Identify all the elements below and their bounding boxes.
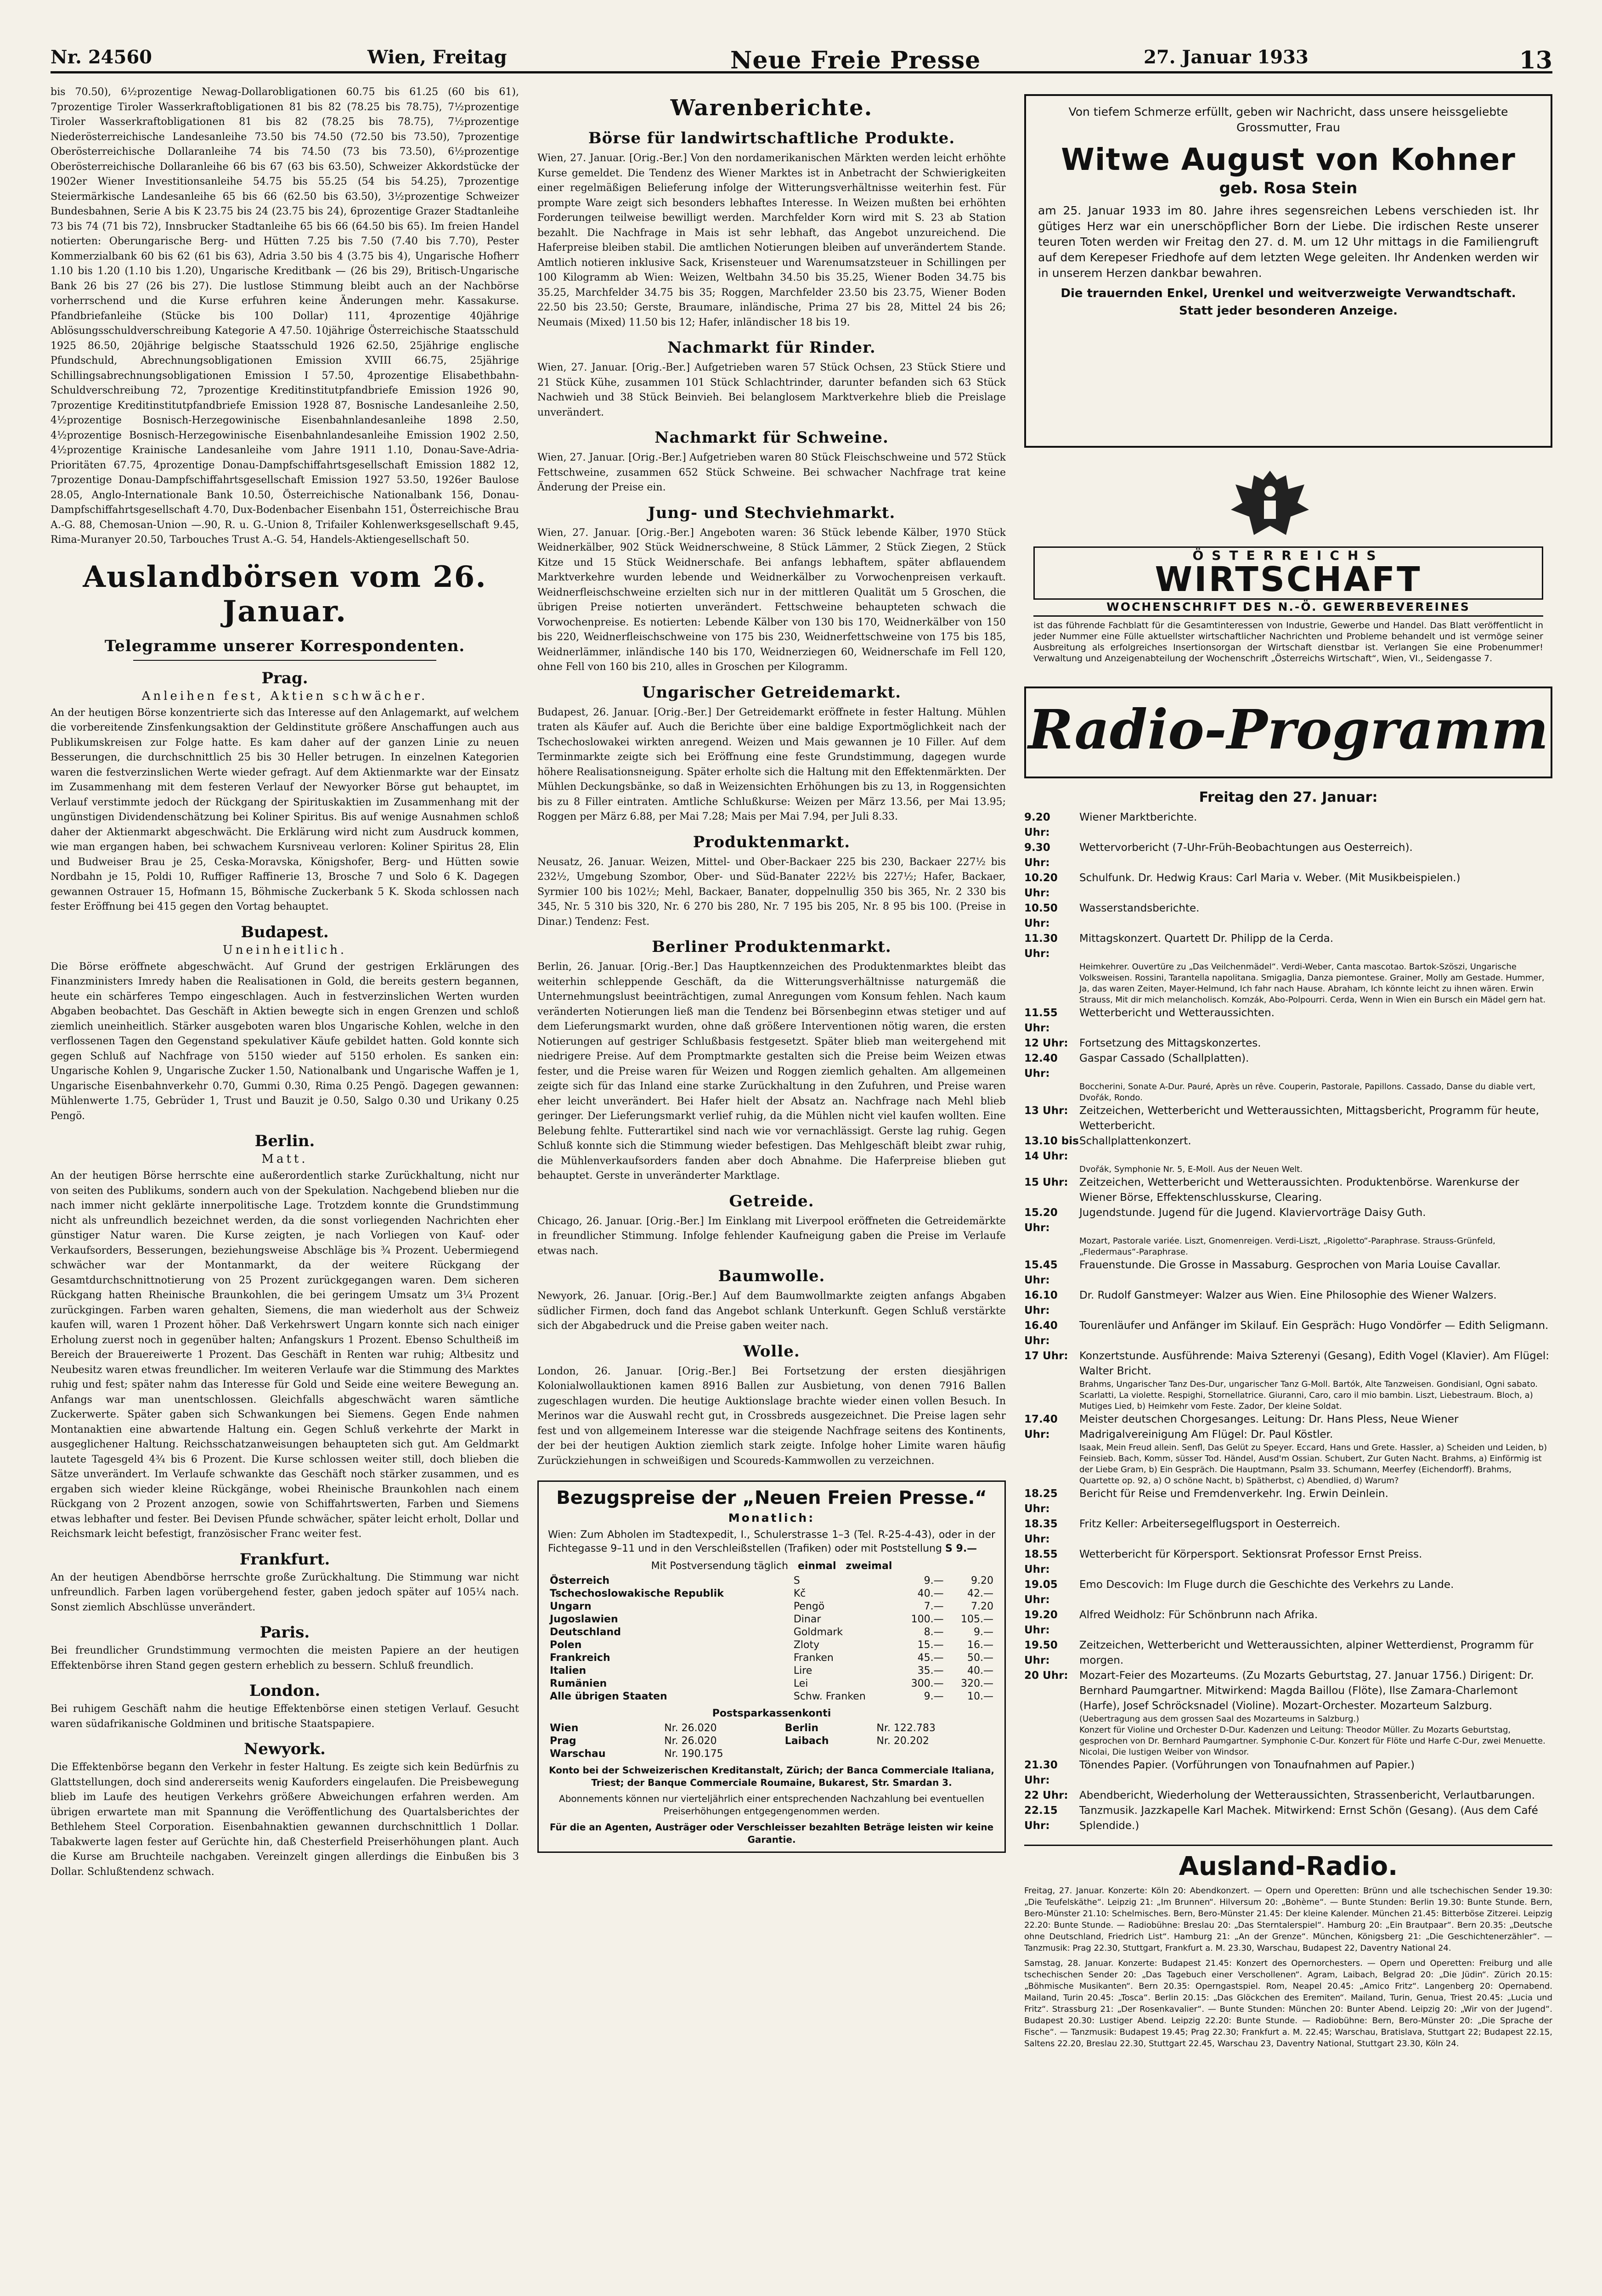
garantie-note: Für die an Agenten, Austräger oder Verschleisser bezahlten Beträge leisten wir keine Garantie. [549,1822,994,1845]
radio-note: Mozart, Pastorale variée. Liszt, Gnomenreigen. Verdi-Liszt, „Rigoletto“-Paraphrase. Strauss-Grünfeld, „Fledermaus“-Paraphrase. [1079,1236,1495,1257]
radio-time: 11.55 Uhr: [1024,1007,1058,1034]
text-paris: Bei freundlicher Grundstimmung vermochten die meisten Papiere an der heutigen Effektenbörse ihren Stand gegen gestern erheblich zu bessern. Schluß freundlich. [51,1645,519,1671]
price-cur: Zloty [793,1639,820,1651]
heading-warenberichte: Warenberichte. [670,95,873,121]
heading-auslandboersen: Auslandbörsen vom 26. Januar. [83,559,487,629]
radio-desc: Fritz Keller: Arbeitersegelflugsport in Oesterreich. [1079,1518,1341,1530]
ausland-radio-friday: Freitag, 27. Januar. Konzerte: Köln 20: Abendkonzert. — Opern und Operetten: Brünn und alle tschechischen Sender 19.30: „Die Teufelskäthe“. Leipzig 21: „Im Brunnen“. Hilversum 20: „Bohème“. — Bunte Stunden: Berlin 19.30: Bunte Stunde. Bern, Bero-Münster 21.10: Schelmisches. Bern, Bero-Münster 21.45: Der kleine Kalender. München 21.45: Bitterböse Zitzerei. Leipzig 22.20: Bunte Stunde. — Radiobühne: Breslau 20: „Das Sterntalerspiel“. Hamburg 20: „Ein Brautpaar“. Bern 20.35: „Deutsche ohne Deutschland, Friedrich List“. Hamburg 21: „An der Grenze“. München, Königsberg 21: „Die Geschichtenerzähler“. — Tanzmusik: Prag 22.30, Stuttgart, Frankfurt a. M. 23.30, Warschau, Budapest 22, Daventry National 24. [1024,1886,1552,1953]
postspar-city2: Laibach [784,1735,829,1747]
obit-born: geb. Rosa Stein [1219,179,1358,197]
radio-time: 13.10 bis 14 Uhr: [1024,1135,1079,1162]
radio-item [1024,1205,1552,1236]
radio-desc: Wettervorbericht (7-Uhr-Früh-Beobachtungen aus Oesterreich). [1079,842,1413,854]
wirtschaft-advert [1024,466,1552,664]
heading-prag: Prag. [261,669,308,687]
postspar-header: Postsparkassenkonti [712,1708,831,1719]
radio-desc: Zeitzeichen, Wetterbericht und Wetteraussichten, Mittagsbericht, Programm für heute, Wetterbericht. [1079,1105,1540,1132]
col-einmal: einmal [798,1560,836,1572]
obit-name: Witwe August von Kohner [1061,142,1516,177]
radio-programm-banner [1024,687,1552,778]
radio-note: Brahms, Ungarischer Tanz Des-Dur, ungarischer Tanz G-Moll. Bartók, Alte Tanzweisen. Gondisianl, Ogni sabato. Scarlatti, La violette. Respighi, Stornellatrice. Giuranni, Caro, caro il mio bambin. Liszt, Liebestraum. Bloch, a) Mutiges Lied, b) Heimkehr vom Feste. Zador, Der kleine Soldat. [1079,1379,1538,1411]
heading-wolle: Wolle. [743,1342,800,1361]
col-zweimal: zweimal [846,1560,892,1572]
radio-item [1024,1288,1552,1318]
radio-time: 19.50 Uhr: [1024,1639,1058,1666]
postspar-table [548,1722,995,1761]
radio-item [1024,1608,1552,1638]
radio-item [1024,1577,1552,1608]
obit-family: Die trauernden Enkel, Urenkel und weitverzweigte Verwandtschaft. [1060,287,1516,300]
price-cur: Kč [793,1588,806,1599]
wirtschaft-desc: ist das führende Fachblatt für die Gesamtinteressen von Industrie, Gewerbe und Handel. Das Blatt veröffentlicht in jeder Nummer eine Fülle aktuellster wirtschaftlicher Nachrichten und Probleme behandelt und ist vermöge seiner Ausbreitung als erfolgreiches Insertionsorgan der Wirtschaft dienstbar ist. Verlangen Sie eine Probenummer! Verwaltung und Anzeigenabteilung der Wochenschrift „Österreichs Wirtschaft“, Wien, VI., Seidengasse 7. [1033,620,1543,664]
subscription-prices-box [537,1480,1006,1853]
city-weekday: Wien, Freitag [367,46,507,68]
radio-time: 16.40 Uhr: [1024,1320,1058,1347]
radio-desc: Tönendes Papier. (Vorführungen von Tonaufnahmen auf Papier.) [1079,1759,1415,1771]
radio-desc: Abendbericht, Wiederholung der Wetteraussichten, Strassenbericht, Verlautbarungen. [1079,1790,1535,1801]
heading-schweine: Nachmarkt für Schweine. [654,428,889,447]
radio-item [1024,1547,1552,1577]
wirtschaft-banner [1033,546,1543,600]
text-prag: An der heutigen Börse konzentrierte sich das Interesse auf den Anlagemarkt, auf welchem die vorbereitende Zinsfenkungsaktion der Geldinstitute größere Anschaffungen auch aus Publikumskreisen zur Folge hatte. Es kam daher auf der ganzen Linie zu neuen Besserungen, die durchschnittlich 25 bis 30 Heller betrugen. In einzelnen Kategorien waren die festverzinslichen Werte wieder gefragt. Auf dem Aktienmarkte war der Einsatz im Zusammenhang mit dem festeren Verlauf der Newyorker Börse gut behauptet, im Verlauf verstimmte jedoch der Rückgang der Spirituskaktien im Zusammenhang mit der ungünstigen Dividendenschätzung bei Koliner Spiritus. Bis auf wenige Ausnahmen schloß daher der Aktienmarkt abgeschwächt. Die Erklärung wird nicht zum Ausdruck kommen, wie man ergangen haben, bei schwachem Kursniveau verloren: Koliner Spiritus 28, Elin und Budweiser Brau je 25, Ceska-Moravska, Königshofer, Berg- und Hütten sowie Nordbahn je 15, Poldi 10, Ruffiger Raffinerie 13, Brosche 7 und Solo 6 K. Dagegen gewannen Ostrauer 15, Hofmann 15, Böhmische Zuckerbank 5 K. Skoda schlossen nach fester Eröffnung bei 415 gegen den Vortag behauptet. [51,707,519,912]
radio-item [1024,1051,1552,1081]
heading-berlin: Berlin. [254,1132,315,1150]
postspar-city: Prag [550,1735,576,1747]
radio-desc: Wiener Marktberichte. [1079,811,1197,823]
newspaper-title: Neue Freie Presse [730,46,981,74]
price-a: 9.— [924,1575,944,1587]
column-boerse [51,85,519,2296]
price-b: 50.— [967,1652,993,1664]
price-cur: Dinar [793,1614,821,1625]
heading-produktenmarkt: Produktenmarkt. [693,833,851,851]
price-b: 42.— [967,1588,993,1599]
postspar-row [548,1748,995,1761]
radio-time: 13 Uhr: [1024,1105,1068,1117]
radio-desc: Frauenstunde. Die Grosse in Massaburg. Gesprochen von Maria Louise Cavallar. [1079,1259,1501,1271]
price-a: 7.— [924,1601,944,1612]
price-row [548,1677,995,1690]
heading-berliner-produktenmarkt: Berliner Produktenmarkt. [652,938,891,956]
price-cur: Lire [793,1665,812,1677]
radio-item [1024,1668,1552,1714]
radio-item [1024,1803,1552,1834]
price-row [548,1613,995,1626]
radio-desc: Mittagskonzert. Quartett Dr. Philipp de la Cerda. [1079,933,1334,945]
radio-item [1024,871,1552,901]
radio-time: 18.55 Uhr: [1024,1548,1058,1576]
price-a: 8.— [924,1626,944,1638]
issue-number: Nr. 24560 [51,46,152,68]
radio-item [1024,1412,1552,1442]
radio-desc: Tourenläufer und Anfänger im Skilauf. Ein Gespräch: Hugo Vondörfer — Edith Seligmann. [1079,1320,1549,1332]
radio-time: 15.20 Uhr: [1024,1207,1058,1234]
price-row [548,1690,995,1703]
obituary-notice [1024,94,1552,448]
postspar-row [548,1722,995,1735]
price-country: Rumänien [550,1678,607,1689]
radio-time: 17 Uhr: [1024,1350,1068,1362]
radio-item [1024,1036,1552,1051]
price-country: Tschechoslowakische Republik [550,1588,724,1599]
heading-newyork: Newyork. [244,1740,326,1758]
price-a: 9.— [924,1691,944,1702]
radio-time: 19.20 Uhr: [1024,1609,1058,1636]
text-wolle: London, 26. Januar. [Orig.-Ber.] Bei Fortsetzung der ersten diesjährigen Kolonialwollauktionen kamen 8916 Ballen zur Ausbietung, von denen 7916 Ballen zugeschlagen wurden. Die heutige Auktionslage brachte wieder einen vollen Besuch. In Merinos war die Auswahl recht gut, in Crossbreds ausgezeichnet. Die Preise lagen sehr fest und von allgemeinem Interesse war die steigende Nachfrage seitens des Kontinents, der bei der heutigen Auktion ziemlich stark zeigte. Infolge hoher Limite waren häufig Zurückziehungen in schweißigen und Scoureds-Kammwollen zu verzeichnen. [537,1365,1006,1467]
subheading-berlin: Matt. [261,1152,308,1166]
radio-item [1024,1318,1552,1349]
heading-london: London. [249,1682,321,1700]
postspar-city: Wien [550,1722,579,1734]
kurse-intro: bis 70.50), 6½prozentige Newag-Dollarobligationen 60.75 bis 61.25 (60 bis 61), 7prozentige Tiroler Wasserkraftobligationen 81 bis 82 (78.25 bis 78.75), 7½prozentige Tiroler Wasserkraftobligationen 81 bis 82 (78.25 bis 78.75), 7½prozentige Niederösterreichische Landesanleihe 73.50 bis 74.50 (72.50 bis 73.50), 7prozentige Oberösterreichische Dollaranleihe 74 bis 74.50 (73 bis 73.50), 6½prozentige Oberösterreichische Dollaranleihe 66 bis 67 (63 bis 63.50), Schweizer Akkordstücke der 1902er Wiener Investitionsanleihe 54.75 bis 55.25 (54 bis 54.25), 7prozentige Steiermärkische Landesanleihe 65 bis 66 (62.50 bis 63.50), 3½prozentige Schweizer Bundesbahnen, Serie A bis K 23.75 bis 24 (23.75 bis 24), 6prozentige Grazer Stadtanleihe 73 bis 74 (71 bis 72), Innsbrucker Stadtanleihe 65 bis 66 (64.50 bis 65). Im freien Handel notierten: Oberungarische Berg- und Hütten 7.25 bis 7.50 (7.40 bis 7.70), Pester Kommerzialbank 60 bis 62 (61 bis 63), Adria 3.50 bis 4 (3.75 bis 4), Ungarische Hofherr 1.10 bis 1.20 (1.10 bis 1.20), Ungarische Kreditbank — (26 bis 29), Britisch-Ungarische Bank 26 bis 27 (26 bis 27). Die lustlose Stimmung bleibt auch an der Nachbörse vorherrschend und die Kurse erfuhren keine Änderungen mehr. Kassakurse. Pfandbriefanleihe (Stücke bis 100 Dollar) 111, 4prozentige 40jährige Ablösungsschuldverschreibung Kategorie A 47.50. 10jährige Österreichische Staatsschuld 1925 86.50, 20jährige belgische Staatsschuld 1926 62.50, 25jährige englische Pfundschuld, Abrechnungsobligationen Emission XVIII 66.75, 25jährige Schillingsabrechnungsobligationen Emission I 57.50, 4prozentige Elisabethbahn-Schuldverschreibung 72, 7prozentige Kreditinstitutpfandbriefe Emission 1926 90, 7prozentige Kreditinstitutpfandbriefe Emission 1928 87, Bosnische Landesanleihe 2.50, 4½prozentige Bosnisch-Herzegowinische Eisenbahnlandesanleihe 1898 2.50, 4½prozentige Bosnisch-Herzegowinische Eisenbahnlandesanleihe Emission 1902 2.50, 4½prozentige Krainische Landesanleihe vom Jahre 1911 1.10, Donau-Save-Adria-Prioritäten 67.75, 4prozentige Donau-Dampfschiffahrtsgesellschaft Emission 1882 12, 7prozentige Donau-Dampfschiffahrtsgesellschaft Emission 1927 53.50, 1926er Baulose 28.05, Anglo-Internationale Bank 10.50, Österreichische Nationalbank 156, Donau-Dampfschiffahrtsgesellschaft 4.70, Dux-Bodenbacher Eisenbahn 151, Österreichische Brau A.-G. 88, Chemosan-Union —.90, R. u. G.-Union 8, Trifailer Kohlenwerksgesellschaft 9.45, Rima-Muranyer 20.50, Tarbouches Trust A.-G. 54, Handels-Aktiengesellschaft 50. [51,86,519,546]
price-a: 35.— [917,1665,944,1677]
ausland-radio-saturday: Samstag, 28. Januar. Konzerte: Budapest 21.45: Konzert des Opernorchesters. — Opern und Operetten: Freiburg und alle tschechischen Sender 20: „Das Tagebuch einer Verschollenen“. Agram, Laibach, Belgrad 20: „Die Jüdin“. Zürich 20.15: „Böhmische Musikanten“. Bern 20.35: Operngastspiel. Rom, Neapel 20.45: „Amico Fritz“. Langenberg 20: Opernabend. Mailand, Turin 20.45: „Tosca“. Berlin 20.15: „Das Glöckchen des Eremiten“. Mailand, Turin, Genua, Triest 20.45: „Lucia und Fritz“. Strassburg 21: „Der Rosenkavalier“. — Bunte Stunden: München 20: Bunter Abend. Leipzig 20: „Wir von der Jugend“. Budapest 20.30: Lustiger Abend. Leipzig 22.20: Bunte Stunde. — Radiobühne: Bern, Bero-Münster 20: „Die Sprache der Fische“. — Tanzmusik: Budapest 19.45; Prag 22.30; Frankfurt a. M. 22.45; Warschau, Bratislava, Stuttgart 22; Budapest 22.15, Saltens 22.20, Breslau 22.30, Stuttgart 22.45, Warschau 23, Daventry National, Stuttgart 23.30, Köln 24. [1024,1958,1552,2048]
radio-time: 12.40 Uhr: [1024,1052,1058,1080]
postspar-nr2: Nr. 122.783 [876,1722,936,1734]
text-newyork: Die Effektenbörse begann den Verkehr in fester Haltung. Es zeigte sich kein Bedürfnis zu Glattstellungen, doch sind andererseits wenig Kauforders eingelaufen. Die Preisbewegung blieb im Laufe des heutigen Verkehrs größere Abweichungen erfahren werden. Am übrigen erwartete man mit Spannung die Veröffentlichung des Quartalsberichtes der Bethlehem Steel Corporation. Eisenbahnaktien gewannen durchschnittlich 1 Dollar. Tabakwerte lagen fester auf Gerüchte hin, daß Chesterfield Preiserhöhungen plant. Auch die Kurse am Bruchteile nachgaben. Vereinzelt gingen allerdings die Einbußen bis 3 Dollar. Schlußtendenz schwach. [51,1761,519,1878]
radio-note: Isaak, Mein Freud allein. Senfl, Das Gelüt zu Speyer. Eccard, Hans und Grete. Hassler, a) Scheiden und Leiden, b) Feinsieb. Bach, Komm, süsser Tod. Händel, Ausd'm Ossian. Schubert, Zur Guten Nacht. Brahms, a) Einförmig ist der Liebe Gram, b) Ein Gespräch. Die Hauptmann, Psalm 33. Schumann, Meerfey (Eichendorff). Brahms, Quartette op. 92, a) O schöne Nacht, b) Spätherbst, c) Abendlied, d) Warum? [1079,1443,1547,1486]
radio-item [1024,810,1552,840]
masthead [51,44,1552,73]
obit-notice: Statt jeder besonderen Anzeige. [1179,304,1398,318]
radio-time: 22 Uhr: [1024,1790,1068,1801]
price-a: 300.— [911,1678,944,1689]
price-b: 40.— [967,1665,993,1677]
radio-time: 10.20 Uhr: [1024,872,1058,899]
ausland-radio-title: Ausland-Radio. [1024,1845,1552,1881]
price-row [548,1639,995,1652]
radio-desc: Dr. Rudolf Ganstmeyer: Walzer aus Wien. Eine Philosophie des Wiener Walzers. [1079,1289,1497,1301]
radio-item [1024,1486,1552,1517]
text-frankfurt: An der heutigen Abendbörse herrschte große Zurückhaltung. Die Stimmung war nicht unfreundlich. Farben lagen vorübergehend fester, gaben jedoch später auf 105¼ nach. Sonst ziemlich Abschlüsse unverändert. [51,1571,519,1613]
radio-item [1024,1638,1552,1668]
price-row [548,1575,995,1587]
radio-desc: Wetterbericht und Wetteraussichten. [1079,1007,1275,1019]
subscription-title: Bezugspreise der „Neuen Freien Presse.“ [556,1487,987,1508]
heading-telegramme: Telegramme unserer Korrespondenten. [104,636,465,655]
postspar-city2: Berlin [784,1722,819,1734]
column-warenberichte [537,85,1006,2296]
price-cur: Schw. Franken [793,1691,866,1702]
heading-baumwolle: Baumwolle. [718,1267,825,1285]
wirtschaft-sub: WOCHENSCHRIFT DES N.-Ö. GEWERBEVEREINES [1033,600,1543,617]
heading-ungarischer-getreidemarkt: Ungarischer Getreidemarkt. [642,683,902,702]
text-london: Bei ruhigem Geschäft nahm die heutige Effektenbörse einen stetigen Verlauf. Gesucht waren südafrikanische Goldminen und britische Staatspapiere. [51,1703,519,1730]
radio-note: Heimkehrer. Ouvertüre zu „Das Veilchenmädel“. Verdi-Weber, Canta mascotao. Bartok-Szöszi, Ungarische Volksweisen. Rossini, Tarantella napolitana. Smigaglia, Danza piemontese. Grainer, Molly am Gestade. Hummer, Ja, das waren Zeiten, Mayer-Helmund, Ich fahr nach Hause. Abraham, Ich könnte leicht zu ihnen wären. Erwin Strauss, Mit dir mich melancholisch. Komzák, Abo-Polpourri. Cerda, Wenn in Wien ein Bursch ein Mädel gern hat. [1079,962,1546,1005]
price-country: Polen [550,1639,582,1651]
radio-item [1024,1134,1552,1164]
radio-desc: Schallplattenkonzert. [1079,1135,1191,1147]
radio-time: 18.25 Uhr: [1024,1488,1058,1515]
price-row [548,1652,995,1665]
radio-item [1024,901,1552,931]
postspar-nr: Nr. 190.175 [664,1748,723,1760]
subheading-prag: Anleihen fest, Aktien schwächer. [141,689,428,703]
price-country: Frankreich [550,1652,610,1664]
postspar-nr: Nr. 26.020 [664,1735,717,1747]
radio-time: 20 Uhr: [1024,1670,1068,1682]
radio-time: 16.10 Uhr: [1024,1289,1058,1317]
text-berlin: An der heutigen Börse herrschte eine außerordentlich starke Zurückhaltung, nicht nur von seiten des Publikums, sondern auch von der Spekulation. Nachgebend blieben nur die nach immer nicht geklärte innerpolitische Lage. Trotzdem konnte die Grundstimmung nicht als unfreundlich bezeichnet werden, da die sonst vorliegenden Nachrichten eher günstiger Natur waren. Die Kurse zeigten, je nach Vorliegen von Kauf- oder Verkaufsorders, Besserungen, beziehungsweise Abschläge bis ¾ Prozent. Uebermiegend schwächer war der Montanmarkt, da der weitere Rückgang der Gesamtdurchschnittnotierung von 25 Prozent zurückgegangen waren. Dem sicheren Rückgang hatten Rheinische Braunkohlen, die bei geringem Umsatz um 3¼ Prozent zurückgingen. Farben waren gehalten, Siemens, die man wiederholt aus der Schweiz kaufen will, waren 1 Prozent höher. Daß Verkehrswert Ungarn konnte sich nach einiger Erholung zuerst noch in gegenüber halten; Anfangskurs 1 Prozent. Ebenso Schultheiß im Bereich der Brauereiwerte 1 Prozent. Das Geschäft in Renten war ruhig; Altbesitz und Neubesitz waren etwas freundlicher. Im weiteren Verlaufe war die Stimmung des Marktes ruhig und fest; später nahm das Interesse für Gold und Seide eine weitere Bewegung an. Anfangs war man unentschlossen. Gleichfalls abgeschwächt waren sämtliche Zuckerwerte. Später gaben sich Schwankungen bei Siemens. Gegen Ende nahmen Montanaktien eine abwartende Haltung ein. Gegen Schluß verkehrte der Markt in ausgeglichener Haltung. Reichsschatzanweisungen behaupteten sich gut. Am Geldmarkt lautete Tagesgeld 4¾ bis 6 Prozent. Die Kurse schlossen weiter still, doch blieben die Sätze unverändert. Im Verlaufe schwankte das Geschäft noch stärker zusammen, und es ergaben sich wieder kleine Rückgänge, wobei Rheinische Braunkohlen nach einem Rückgang von 2 Prozent anzogen, sowie von Schiffahrtswerten, Farben und Siemens etwas lebhafter und fester. Bei Devisen Pfunde schwächer, später leicht erholt, Dollar und Reichsmark leicht befestigt, französischer Franc weiter fest. [51,1170,519,1540]
radio-note: Konzert für Violine und Orchester D-Dur. Kadenzen und Leitung: Theodor Müller. Zu Mozarts Geburtstag, gesprochen von Dr. Bernhard Paumgartner. Symphonie C-Dur. Konzert für Flöte und Harfe C-Dur, zwei Menuette. Nicolai, Die lustigen Weiber von Windsor. [1079,1725,1546,1757]
postspar-nr2 [874,1748,995,1761]
subscription-monthly: Monatlich: [728,1511,815,1525]
text-jung-stechvieh: Wien, 27. Januar. [Orig.-Ber.] Angeboten waren: 36 Stück lebende Kälber, 1970 Stück Weidnerkälber, 902 Stück Weidnerschweine, 8 Stück Lämmer, 2 Stück Ziegen, 2 Stück Kitze und 15 Stück Weidnerschafe. Bei anfangs lebhaftem, später abflauendem Marktverkehre wurden lebende und Weidnerkälber zu Vorwochenpreisen verkauft. Weidnerfleischschweine erzielten sich nur in der mittleren Qualität um 5 Groschen, die übrigen Preise notierten unverändert. Fettschweine behaupteten schwach die Vorwochenpreise. Es notierten: Lebende Kälber von 130 bis 170, Weidnerkälber von 150 bis 220, Weidnerfleischschweine von 175 bis 230, Weidnerfettschweine von 175 bis 185, Weidnerlämmer, inländische 140 bis 170, Weidnerziegen 60, Weidnerschafe im Fell 120, ohne Fell von 160 bis 210, alles in Groschen per Kilogramm. [537,527,1006,673]
price-cur: Goldmark [793,1626,843,1638]
price-a: 15.— [917,1639,944,1651]
column-anzeigen-radio [1024,85,1552,2296]
text-rinder: Wien, 27. Januar. [Orig.-Ber.] Aufgetrieben waren 57 Stück Ochsen, 23 Stück Stiere und 21 Stück Kühe, zusammen 101 Stück Schlachtrinder, darunter befanden sich 63 Stück Nachwieh und 38 Stück Beinvieh. Bei belanglosem Marktverkehre blieb die Preislage unverändert. [537,362,1006,418]
price-country: Italien [550,1665,587,1677]
price-a: 40.— [917,1588,944,1599]
radio-desc: Alfred Weidholz: Für Schönbrunn nach Afrika. [1079,1609,1318,1621]
divider [133,660,436,661]
price-country: Ungarn [550,1601,592,1612]
obit-lead: Von tiefem Schmerze erfüllt, geben wir Nachricht, dass unsere heissgeliebte Grossmutter, Frau [1068,105,1508,134]
price-country: Deutschland [550,1626,621,1638]
heading-paris: Paris. [259,1623,310,1642]
radio-item [1024,1175,1552,1205]
price-b: 16.— [967,1639,993,1651]
page-number: 13 [1519,46,1552,74]
radio-note: (Uebertragung aus dem grossen Saal des Mozarteums in Salzburg.) [1079,1714,1359,1724]
radio-item [1024,931,1552,962]
abroad-header-label: Mit Postversendung täglich [651,1560,789,1572]
radio-desc: Gaspar Cassado (Schallplatten). [1079,1052,1249,1064]
price-b: 320.— [961,1678,993,1689]
radio-desc: Schulfunk. Dr. Hedwig Kraus: Carl Maria v. Weber. (Mit Musikbeispielen.) [1079,872,1461,884]
price-country: Österreich [550,1575,610,1587]
radio-note: Dvořák, Symphonie Nr. 5, E-Moll. Aus der Neuen Welt. [1079,1165,1303,1174]
radio-desc: Emo Descovich: Im Fluge durch die Geschichte des Verkehrs zu Lande. [1079,1579,1454,1591]
radio-time: 9.30 Uhr: [1024,842,1050,869]
heading-rinder: Nachmarkt für Rinder. [667,338,876,357]
heading-jung-stechvieh: Jung- und Stechviehmarkt. [648,503,896,522]
price-cur: Lei [793,1678,808,1689]
abroad-header [548,1560,995,1572]
text-ungarischer-getreidemarkt: Budapest, 26. Januar. [Orig.-Ber.] Der Getreidemarkt eröffnete in fester Haltung. Mühlen traten als Käufer auf. Auch die Berichte über eine baldige Exportmöglichkeit nach der Tschechoslowakei wirkten anregend. Weizen und Mais gewannen je 10 Filler. Auf dem Terminmarkte zeigte sich bei Eröffnung eine feste Grundstimmung, dagegen wurde höhere Realisationsneigung. Später erholte sich die Haltung mit den Effektenmärkten. Der Mühlen Deckungsbänke, so daß in Weizensichten Erhöhungen bis zu 13, in Roggensichten bis zu 8 Filler eintraten. Amtliche Schlußkurse: Weizen per März 13.56, per Mai 13.95; Roggen per März 6.88, per Mai 7.28; Mais per Mai 7.94, per Juli 8.33. [537,706,1006,822]
radio-time: 17.40 Uhr: [1024,1413,1058,1441]
price-a: 45.— [917,1652,944,1664]
radio-item [1024,1258,1552,1288]
radio-item [1024,1788,1552,1803]
text-budapest: Die Börse eröffnete abgeschwächt. Auf Grund der gestrigen Erklärungen des Finanzministers Imredy haben die Realisationen in Gold, die bereits gestern begannen, heute ein schärferes Tempo eingeschlagen. Auch in festverzinslichen Werten wurden Abgaben beobachtet. Das Geschäft in Aktien bewegte sich in engen Grenzen und schloß ziemlich uneinheitlich. Stärker ausgeboten waren blos Ungarische Kohlen, welche in den verflossenen Tagen den Gegenstand spekulativer Käufe gebildet hatten. Gold konnte sich gegen Schluß auf Nachfrage von 5150 wieder auf 5150 erholen. Es sanken ein: Ungarische Kohlen 9, Ungarische Zucker 1.50, Nationalbank und Ungarische Waffen je 1, Ungarische Eisenbahnverkehr 0.70, Gummi 0.30, Rima 0.25 Pengö. Dagegen gewannen: Mühlenwerte 1.75, Gebrüder 1, Trust und Bauzit je 0.50, Salgo 0.30 und Urikany 0.25 Pengö. [51,961,519,1122]
radio-time: 22.15 Uhr: [1024,1805,1058,1832]
radio-date: Freitag den 27. Januar: [1199,789,1378,805]
postspar-row [548,1735,995,1748]
radio-desc: Wasserstandsberichte. [1079,902,1200,914]
price-a: 100.— [911,1614,944,1625]
postspar-city2 [783,1748,875,1761]
postspar-nr2: Nr. 20.202 [876,1735,929,1747]
price-cur: Pengö [793,1601,825,1612]
radio-item [1024,1103,1552,1134]
radio-desc: Wetterbericht für Körpersport. Sektionsrat Professor Ernst Preiss. [1079,1548,1422,1560]
eagle-emblem-icon [1226,466,1314,544]
radio-desc: Fortsetzung des Mittagskonzertes. [1079,1037,1261,1049]
radio-desc: Zeitzeichen, Wetterbericht und Wetteraussichten, alpiner Wetterdienst, Programm für morgen. [1079,1639,1534,1666]
heading-boerse-produkte: Börse für landwirtschaftliche Produkte. [588,129,955,147]
radio-item [1024,1758,1552,1788]
text-boerse-produkte: Wien, 27. Januar. [Orig.-Ber.] Von den nordamerikanischen Märkten werden leicht erhöhte Kurse gemeldet. Die Tendenz des Wiener Marktes ist in Anbetracht der Schwierigkeiten einer regelmäßigen Belieferung infolge der Witterungsverhältnisse weiterhin fest. Für prompte Ware zeigt sich besonders lebhaftes Interesse. In Weizen mußten bei erhöhten Forderungen teilweise bewilligt werden. Marchfelder Korn wird mit S. 23 ab Station bezahlt. Die Nachfrage in Mais ist sehr lebhaft, das Angebot unzureichend. Die Haferpreise bleiben stabil. Die amtlichen Notierungen bleiben auf unverändertem Stande. Amtlich notieren inklusive Sack, Krisensteuer und Warenumsatzsteuer in Schillingen per 100 Kilogramm ab Wien: Weizen, Weltbahn 34.50 bis 35.25, Wiener Boden 34.75 bis 35.25, Marchfelder 34.75 bis 35; Roggen, Marchfelder 23.50 bis 23.75, Wiener Boden 22.50 bis 23.50; Gerste, Braumare, inländische, Prima 27 bis 28, Mittel 24 bis 26; Neumais (Mixed) 11.50 bis 12; Hafer, inländischer 18 bis 19. [537,152,1006,328]
wirtschaft-title: WIRTSCHAFT [1155,560,1422,599]
wien-price: S 9.— [945,1543,977,1554]
issue-date: 27. Januar 1933 [1144,46,1309,68]
price-cur: S [793,1575,800,1587]
heading-budapest: Budapest. [241,923,329,941]
postspar-nr: Nr. 26.020 [664,1722,717,1734]
radio-item [1024,1349,1552,1379]
radio-item [1024,1517,1552,1547]
price-country: Alle übrigen Staaten [550,1691,667,1702]
radio-time: 10.50 Uhr: [1024,902,1058,929]
price-country: Jugoslawien [550,1614,618,1625]
text-berliner-produktenmarkt: Berlin, 26. Januar. [Orig.-Ber.] Das Hauptkennzeichen des Produktenmarktes bleibt das weiterhin schleppende Geschäft, da die Witterungsverhältnisse naturgemäß die Unternehmungslust beeinträchtigen, zumal Anregungen vom Konsum fehlen. Nach kaum veränderten Notierungen ließ man die Tendenz bei Börsenbeginn etwas stetiger und auf dem Lieferungsmarkt wurden, ohne daß größere Interventionen nötig waren, die ersten Notierungen auf gestriger Schlußbasis festgesetzt. Später blieb man weitergehend mit niedrigere Preise. Auf dem Promptmarkte gestalten sich die Preise beim Weizen etwas fester, und die Preise waren für Weizen und Roggen ziemlich gehalten. Am allgemeinen zeigte sich für das Inland eine starke Zurückhaltung in den Zufuhren, und Preise waren eher leicht unverändert. Bei Hafer hielt der Absatz an. Nachfrage nach Mehl blieb geringer. Der Lieferungsmarkt verlief ruhig, da die Mühlen nicht viel kaufen wollten. Eine Belebung fehlte. Futterartikel sind nach wie vor vernachlässigt. Gerste lag ruhig. Gegen Schluß konnte sich die Stimmung wieder befestigen. Das Mehlgeschäft bleibt zwar ruhig, die Mühlenverkaufsorders fanden aber doch Abnahme. Die Haferpreise blieben gut behauptet. Gerste in unveränderter Marktlage. [537,961,1006,1182]
radio-schedule [1024,810,1552,1834]
price-b: 105.— [961,1614,993,1625]
konto-note: Konto bei der Schweizerischen Kreditanstalt, Zürich; der Banca Commerciale Italiana, Triest; der Banque Commerciale Roumaine, Bukarest, Str. Smardan 3. [549,1765,994,1788]
price-table [548,1575,995,1703]
radio-desc: Jugendstunde. Jugend für die Jugend. Klaviervorträge Daisy Guth. [1079,1207,1426,1219]
text-produktenmarkt: Neusatz, 26. Januar. Weizen, Mittel- und Ober-Backaer 225 bis 230, Backaer 227½ bis 232½, Umgebung Szombor, Ober- und Süd-Banater 222½ bis 227½; Hafer, Backaer, Syrmier 100 bis 102½; Mehl, Backaer, Banater, doppelnullig 350 bis 365, Nr. 2 330 bis 345, Nr. 5 310 bis 320, Nr. 6 270 bis 280, Nr. 7 195 bis 205, Nr. 8 95 bis 100. (Preise in Dinar.) Tendenz: Fest. [537,856,1006,928]
price-row [548,1665,995,1677]
wirtschaft-top: ÖSTERREICHS [1192,548,1384,563]
wien-text: Wien: Zum Abholen im Stadtexpedit, I., Schulerstrasse 1–3 (Tel. R-25-4-43), oder in der Fichtegasse 9–11 und in den Verschleißstellen (Trafiken) oder mit Poststellung [548,1529,995,1554]
radio-time: 15 Uhr: [1024,1176,1068,1188]
text-baumwolle: Newyork, 26. Januar. [Orig.-Ber.] Auf dem Baumwollmarkte zeigten anfangs Abgaben südlicher Firmen, doch fand das Angebot schlank Unterkunft. Gegen Schluß verstärkte sich der Abgabedruck und die Preise gaben weiter nach. [537,1290,1006,1332]
price-row [548,1587,995,1600]
radio-item [1024,1006,1552,1036]
price-row [548,1626,995,1639]
radio-item [1024,840,1552,871]
radio-time: 15.45 Uhr: [1024,1259,1058,1286]
radio-desc: Mozart-Feier des Mozarteums. (Zu Mozarts Geburtstag, 27. Januar 1756.) Dirigent: Dr. Bernhard Paumgartner. Mitwirkend: Magda Baillou (Flöte), Ilse Zamara-Charlemont (Harfe), Josef Schröcksnadel (Violine). Mozart-Orchester. Mozarteum Salzburg. [1079,1670,1534,1712]
price-b: 10.— [967,1691,993,1702]
price-b: 9.— [974,1626,993,1638]
heading-frankfurt: Frankfurt. [239,1550,330,1569]
obit-text: am 25. Januar 1933 im 80. Jahre ihres segensreichen Lebens verschieden ist. Ihr gütiges Herz war ein unerschöpflicher Born der Liebe. Die irdischen Reste unserer teuren Toten werden wir Freitag den 27. d. M. um 12 Uhr mittags in die Familiengruft auf dem Kerepeser Friedhofe auf dem letzten Wege geleiten. Ihr Andenken werden wir in unserem Herzen dankbar bewahren. [1038,204,1539,280]
radio-desc: Meister deutschen Chorgesanges. Leitung: Dr. Hans Pless, Neue Wiener Madrigalvereinigung Am Flügel: Dr. Paul Köstler. [1079,1413,1459,1441]
abonnement-note: Abonnements können nur vierteljährlich einer entsprechenden Nachzahlung bei eventuellen Preiserhöhungen entgegengenommen werden. [559,1793,984,1817]
subscription-wien-text [548,1528,995,1556]
heading-getreide: Getreide. [729,1192,814,1210]
price-b: 7.20 [971,1601,993,1612]
radio-desc: Konzertstunde. Ausführende: Maiva Szterenyi (Gesang), Edith Vogel (Klavier). Am Flügel: Walter Bricht. [1079,1350,1549,1377]
radio-desc: Bericht für Reise und Fremdenverkehr. Ing. Erwin Deinlein. [1079,1488,1388,1500]
radio-title: Radio-Programm [1028,698,1549,761]
radio-time: 11.30 Uhr: [1024,933,1058,960]
price-cur: Franken [793,1652,834,1664]
radio-desc: Tanzmusik. Jazzkapelle Karl Machek. Mitwirkend: Ernst Schön (Gesang). (Aus dem Café Splendide.) [1079,1805,1538,1832]
radio-note: Boccherini, Sonate A-Dur. Pauré, Après un rêve. Couperin, Pastorale, Papillons. Cassado, Danse du diable vert, Dvořák, Rondo. [1079,1082,1536,1103]
postspar-city: Warschau [550,1748,606,1760]
radio-time: 12 Uhr: [1024,1037,1068,1049]
text-getreide: Chicago, 26. Januar. [Orig.-Ber.] Im Einklang mit Liverpool eröffneten die Getreidemärkte in freundlicher Stimmung. Infolge fehlender Kaufneigung gaben die Preise im Verlaufe etwas nach. [537,1215,1006,1257]
radio-time: 21.30 Uhr: [1024,1759,1058,1786]
radio-time: 19.05 Uhr: [1024,1579,1058,1606]
radio-desc: Zeitzeichen, Wetterbericht und Wetteraussichten. Produktenbörse. Warenkurse der Wiener Börse, Effektenschlusskurse, Clearing. [1079,1176,1519,1204]
price-b: 9.20 [971,1575,993,1587]
radio-time: 9.20 Uhr: [1024,811,1050,838]
price-row [548,1600,995,1613]
text-schweine: Wien, 27. Januar. [Orig.-Ber.] Aufgetrieben waren 80 Stück Fleischschweine und 572 Stück Fettschweine, zusammen 652 Stück Schweine. Bei schwacher Nachfrage trat keine Änderung der Preise ein. [537,452,1006,493]
subheading-budapest: Uneinheitlich. [222,943,347,957]
radio-time: 18.35 Uhr: [1024,1518,1058,1545]
